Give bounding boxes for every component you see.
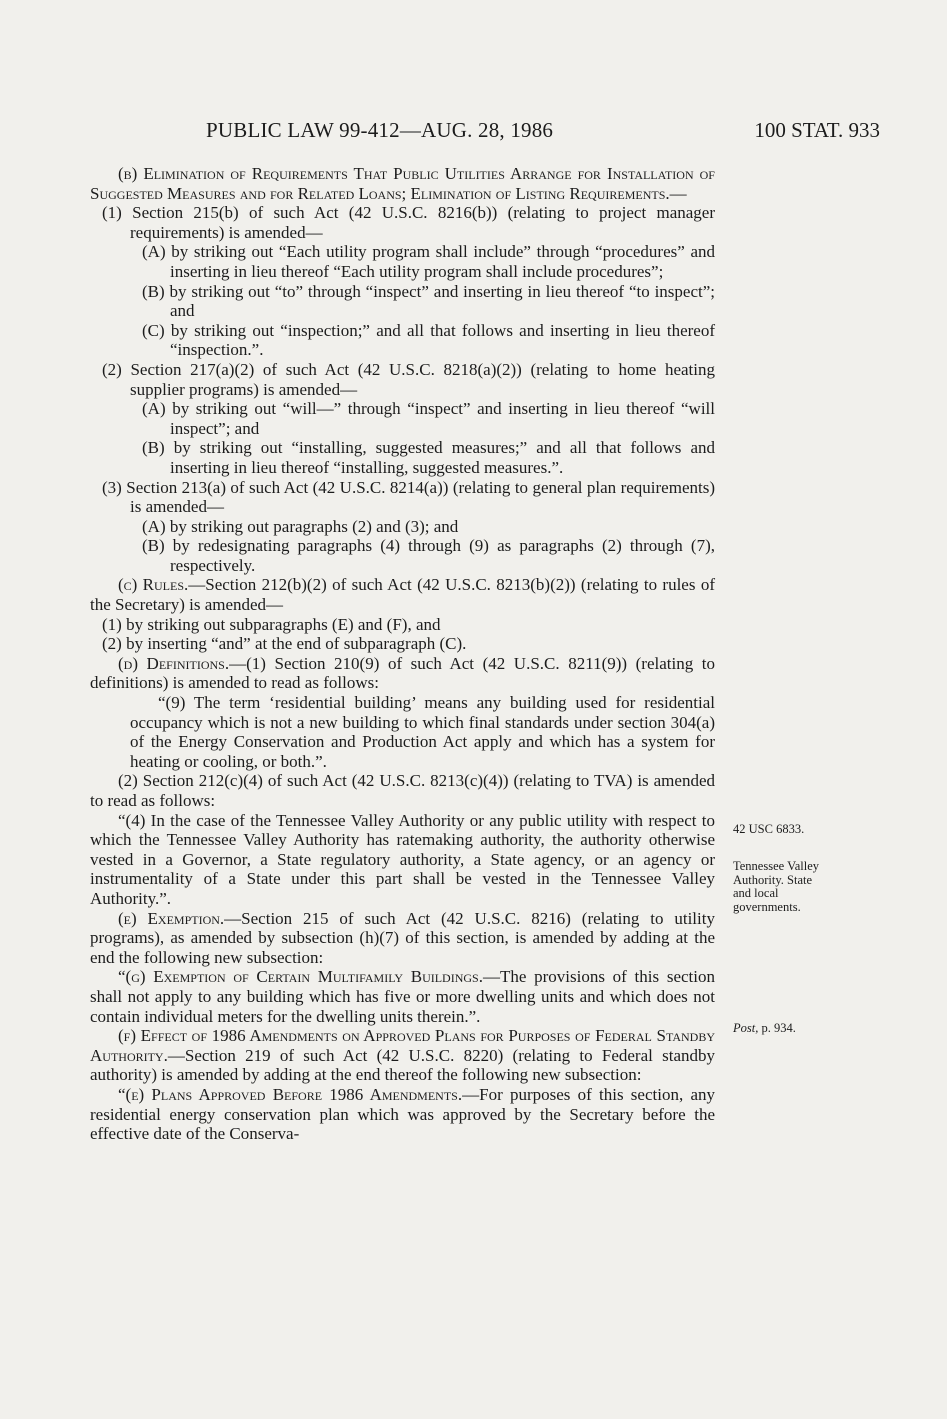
paragraph-b2: (2) Section 217(a)(2) of such Act (42 U.S.C. 8218(a)(2)) (relating to home heating supplier programs) is amended— bbox=[102, 359, 715, 399]
clause-b1b: (B) by striking out “to” through “inspect” and inserting in lieu thereof “to inspect”; and bbox=[142, 281, 715, 321]
subsection-f-text: —Section 219 of such Act (42 U.S.C. 8220) (relating to Federal standby authority) is amended by adding at the end thereof the following new subsection: bbox=[90, 1045, 715, 1085]
clause-b2b: (B) by striking out “installing, suggested measures;” and all that follows and inserting in lieu thereof “installing, suggested measures.”. bbox=[142, 438, 715, 477]
margin-note-post-italic: Post, bbox=[733, 1021, 759, 1035]
header-title: PUBLIC LAW 99-412—AUG. 28, 1986 bbox=[206, 118, 554, 142]
subsection-g-quote bbox=[90, 967, 715, 1026]
margin-note-usc: 42 USC 6833. bbox=[733, 822, 805, 836]
subsection-e-text: —Section 215 of such Act (42 U.S.C. 8216) (relating to utility programs), as amended by subsection (h)(7) of this section, is amended by adding at the end the following new subsection: bbox=[90, 908, 715, 967]
quote-tva: “(4) In the case of the Tennessee Valley Authority or any public utility with respect to which the Tennessee Valley Authority has ratemaking authority, the authority otherwise vested in a Governor, a State regulatory authority, a State agency, or an agency or instrumentality of a State under this part shall be vested in the Tennessee Valley Authority.”. bbox=[90, 810, 715, 908]
subsection-c-text: —Section 212(b)(2) of such Act (42 U.S.C. 8213(b)(2)) (relating to rules of the Secretary) is amended— bbox=[90, 575, 715, 615]
subsection-d-label: (d) Definitions. bbox=[118, 653, 230, 673]
subsection-f-label: (f) Effect of 1986 Amendments on Approved Plans for Purposes of Federal Standby Authority. bbox=[90, 1026, 715, 1065]
clause-b1c: (C) by striking out “inspection;” and all that follows and inserting in lieu thereof “inspection.”. bbox=[142, 320, 715, 360]
paragraph-d2: (2) Section 212(c)(4) of such Act (42 U.S.C. 8213(c)(4)) (relating to TVA) is amended to read as follows: bbox=[90, 771, 715, 810]
quote-residential-building: “(9) The term ‘residential building’ means any building used for residential occupancy which is not a new building to which final standards under section 304(a) of the Energy Conservation and Production Act apply and which has a system for heating or cooling, or both.”. bbox=[130, 693, 715, 771]
clause-b3b: (B) by redesignating paragraphs (4) through (9) as paragraphs (2) through (7), respectively. bbox=[142, 536, 715, 575]
document-body bbox=[90, 164, 715, 1144]
paragraph-c1: (1) by striking out subparagraphs (E) and (F), and bbox=[102, 614, 441, 634]
subsection-fe-text: —For purposes of this section, any residential energy conservation plan which was approved by the Secretary before the effective date of the Conserva- bbox=[90, 1084, 715, 1144]
subsection-g-label: “(g) Exemption of Certain Multifamily Buildings. bbox=[118, 967, 483, 987]
subsection-d bbox=[90, 654, 715, 693]
subsection-b-heading: (b) Elimination of Requirements That Public Utilities Arrange for Installation of Suggested Measures and for Related Loans; Elimination of Listing Requirements.— bbox=[90, 164, 715, 203]
margin-note-tva: Tennessee Valley Authority. State and local governments. bbox=[733, 859, 820, 914]
subsection-g-text: —The provisions of this section shall not apply to any building which has five or more dwelling units and which does not contain individual meters for the dwelling units therein.”. bbox=[90, 967, 715, 1026]
clause-b3a: (A) by striking out paragraphs (2) and (3); and bbox=[142, 516, 459, 536]
subsection-c-label: (c) Rules. bbox=[118, 575, 189, 595]
paragraph-b1: (1) Section 215(b) of such Act (42 U.S.C. 8216(b)) (relating to project manager requirements) is amended— bbox=[102, 203, 715, 242]
clause-b1a: (A) by striking out “Each utility program shall include” through “procedures” and inserting in lieu thereof “Each utility program shall include procedures”; bbox=[142, 242, 715, 281]
paragraph-c2: (2) by inserting “and” at the end of subparagraph (C). bbox=[102, 634, 467, 654]
subsection-e bbox=[90, 909, 715, 968]
clause-b2a: (A) by striking out “will—” through “inspect” and inserting in lieu thereof “will inspect”; and bbox=[142, 399, 715, 438]
header-stat-citation: 100 STAT. 933 bbox=[754, 118, 880, 142]
subsection-f-e-quote bbox=[90, 1085, 715, 1144]
subsection-e-label: (e) Exemption. bbox=[118, 908, 225, 928]
page-header bbox=[90, 118, 880, 148]
subsection-f bbox=[90, 1026, 715, 1085]
margin-note-post-page: p. 934. bbox=[758, 1021, 796, 1035]
margin-note-post bbox=[733, 1022, 843, 1036]
subsection-d-text: —(1) Section 210(9) of such Act (42 U.S.C. 8211(9)) (relating to definitions) is amended to read as follows: bbox=[90, 653, 715, 693]
subsection-c bbox=[90, 575, 715, 614]
paragraph-b3: (3) Section 213(a) of such Act (42 U.S.C. 8214(a)) (relating to general plan requirements) is amended— bbox=[102, 477, 715, 517]
subsection-fe-label: “(e) Plans Approved Before 1986 Amendments. bbox=[118, 1084, 463, 1104]
